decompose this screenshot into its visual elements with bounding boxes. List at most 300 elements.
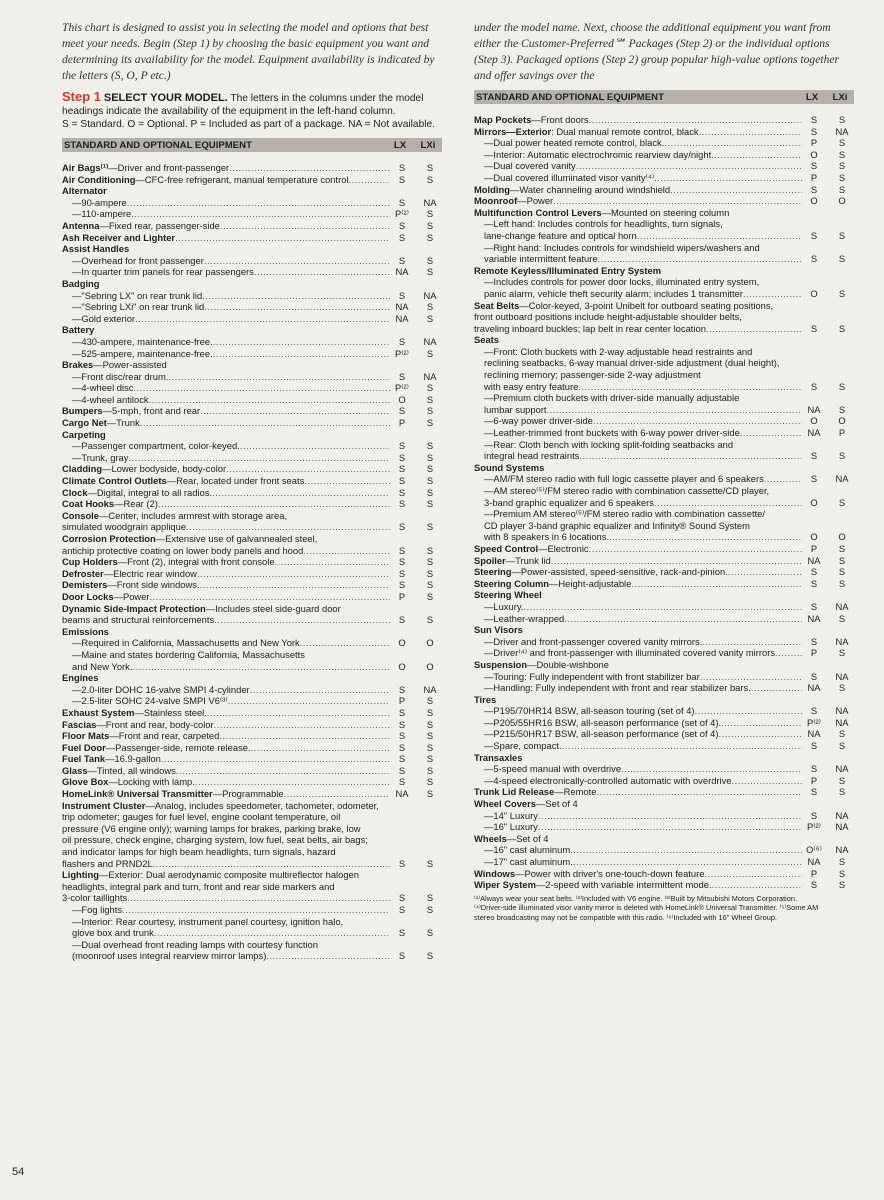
lxi-availability: S — [838, 774, 846, 786]
lxi-availability: S — [838, 229, 846, 241]
equipment-label — [62, 533, 390, 545]
lxi-availability: S — [426, 440, 434, 452]
equipment-row — [474, 462, 854, 474]
equipment-row — [474, 450, 854, 462]
equipment-name: Alternator — [62, 185, 107, 197]
equipment-description: —AM stereo⁽⁵⁾/FM stereo radio with combination cassette/CD player, — [484, 485, 770, 496]
equipment-label — [474, 578, 802, 590]
equipment-label — [484, 844, 802, 856]
equipment-description: —Electric rear window — [103, 567, 197, 579]
lx-availability: S — [398, 335, 406, 347]
equipment-label — [62, 324, 390, 336]
equipment-label — [62, 591, 390, 603]
lx-availability: S — [398, 579, 406, 591]
equipment-name: Engines — [62, 672, 99, 684]
lxi-availability: S — [838, 322, 846, 334]
equipment-label — [484, 439, 802, 451]
equipment-label — [62, 776, 390, 788]
lxi-availability: S — [426, 556, 434, 568]
equipment-label — [484, 473, 802, 485]
equipment-description: —Dual covered illuminated visor vanity⁽⁴⁾ — [484, 171, 655, 183]
equipment-label — [474, 323, 802, 335]
equipment-row — [474, 126, 854, 138]
equipment-description: —Tinted, all windows — [87, 764, 176, 776]
lx-availability: S — [810, 763, 818, 775]
equipment-label — [484, 671, 802, 683]
lx-availability: O — [810, 496, 818, 508]
lx-availability: NA — [395, 788, 409, 800]
equipment-label — [62, 858, 390, 870]
equipment-label — [72, 290, 390, 302]
equipment-description: —Power — [517, 195, 554, 207]
lxi-availability: O — [838, 415, 846, 427]
equipment-row — [62, 452, 442, 464]
equipment-row — [474, 149, 854, 161]
lx-availability: P — [810, 542, 818, 554]
lxi-availability: S — [426, 393, 434, 405]
equipment-row — [62, 950, 442, 962]
lxi-availability: S — [426, 904, 434, 915]
lxi-availability: O — [838, 531, 846, 543]
equipment-row — [62, 429, 442, 441]
lxi-availability: O — [838, 195, 846, 207]
equipment-row — [474, 879, 854, 891]
lx-availability: NA — [395, 312, 409, 324]
equipment-label — [62, 174, 390, 186]
equipment-row — [62, 719, 442, 731]
lx-availability: S — [398, 857, 406, 869]
lxi-availability: S — [426, 892, 434, 904]
equipment-label — [484, 647, 802, 659]
equipment-description: —Lower bodyside, body-color — [102, 463, 227, 475]
header-equipment-label: STANDARD AND OPTIONAL EQUIPMENT — [476, 91, 664, 103]
lx-availability: NA — [807, 427, 821, 439]
equipment-description: —Fixed rear, passenger-side — [99, 219, 220, 231]
equipment-name: Steering Column — [474, 577, 550, 589]
equipment-description: —16" cast aluminum — [484, 844, 571, 856]
equipment-row — [62, 394, 442, 406]
lxi-availability: S — [426, 208, 434, 220]
lxi-availability: S — [838, 148, 846, 160]
equipment-name: Carpeting — [62, 428, 106, 440]
equipment-row — [62, 440, 442, 452]
equipment-row — [62, 208, 442, 220]
equipment-description: —Power-assisted, speed-sensitive, rack-and-pinion. — [511, 566, 728, 578]
equipment-description: —5-mph, front and rear — [102, 405, 201, 417]
equipment-label — [62, 498, 390, 510]
lx-availability: S — [810, 879, 818, 891]
lx-availability: S — [398, 753, 406, 765]
lxi-availability: S — [426, 730, 434, 742]
equipment-label — [62, 568, 390, 580]
equipment-row — [62, 753, 442, 765]
equipment-description: oil pressure, check engine, charging system, low fuel, seat belts, air bags; — [62, 834, 368, 846]
lxi-availability: S — [426, 764, 434, 776]
lxi-availability: S — [426, 173, 434, 185]
equipment-row — [474, 682, 854, 694]
equipment-row — [62, 232, 442, 244]
equipment-description: with easy entry feature — [484, 380, 579, 392]
lxi-availability: NA — [423, 370, 437, 382]
equipment-row — [62, 834, 442, 846]
equipment-label — [474, 184, 802, 196]
lxi-availability: NA — [835, 705, 849, 717]
equipment-row — [62, 556, 442, 568]
equipment-row — [62, 545, 442, 557]
lxi-availability: S — [838, 171, 846, 183]
lxi-availability: S — [426, 347, 434, 359]
equipment-label — [484, 149, 802, 161]
lx-availability: S — [398, 162, 406, 173]
equipment-label — [72, 371, 390, 383]
equipment-row — [474, 172, 854, 184]
equipment-name: Cladding — [62, 463, 103, 475]
lxi-availability: NA — [423, 335, 437, 347]
lx-availability: S — [398, 683, 406, 695]
equipment-label — [474, 786, 802, 798]
equipment-description: —Stainless steel. — [134, 706, 207, 718]
equipment-row — [474, 427, 854, 439]
equipment-row — [62, 765, 442, 777]
lxi-availability: S — [838, 114, 846, 125]
equipment-description: —Dual overhead front reading lamps with courtesy function — [72, 938, 318, 950]
equipment-row — [62, 475, 442, 487]
equipment-name: Fuel Tank — [62, 753, 106, 765]
equipment-description: —Extensive use of galvannealed steel, — [155, 533, 318, 544]
equipment-label — [62, 614, 390, 626]
equipment-description: —Color-keyed, 3-point Unibelt for outboard seating positions, — [519, 299, 774, 311]
equipment-label — [62, 603, 390, 615]
equipment-label — [484, 705, 802, 717]
equipment-row — [474, 230, 854, 242]
equipment-row — [474, 763, 854, 775]
lxi-availability: NA — [423, 289, 437, 301]
lxi-availability: O — [426, 660, 434, 672]
lxi-availability: NA — [835, 821, 849, 833]
equipment-label — [484, 497, 802, 509]
intro-text-right: under the model name. Next, choose the additional equipment you want from either the Customer-Preferred℠ Packages (Step 2) or the individual options (Step 3). Packaged options (Step 2) group popular high-value options together and offer savings over the — [474, 21, 840, 82]
equipment-label — [72, 916, 390, 928]
equipment-row — [474, 311, 854, 323]
equipment-description: —14" Luxury — [484, 809, 538, 821]
lxi-availability: S — [426, 382, 434, 394]
equipment-label — [484, 728, 802, 740]
equipment-row — [474, 520, 854, 532]
equipment-description: —2.5-liter SOHC 24-valve SMPI V6⁽³⁾ — [72, 695, 228, 707]
equipment-row — [474, 856, 854, 868]
equipment-row — [474, 114, 854, 126]
equipment-description: —110-ampere — [72, 208, 132, 220]
equipment-label — [484, 613, 802, 625]
equipment-table-header — [62, 138, 442, 152]
lx-availability: P — [398, 695, 406, 707]
lxi-availability: S — [838, 879, 846, 891]
equipment-label — [484, 775, 802, 787]
equipment-label — [484, 636, 802, 648]
equipment-row — [474, 497, 854, 509]
equipment-description: —Leather-trimmed front buckets with 6-way power driver-side — [484, 427, 740, 439]
equipment-label — [62, 742, 390, 754]
equipment-row — [474, 323, 854, 335]
equipment-name: Steering Wheel — [474, 589, 542, 601]
availability-legend: S = Standard. O = Optional. P = Included as part of a package. NA = Not available. — [62, 119, 436, 130]
lxi-availability: NA — [835, 670, 849, 682]
equipment-description: —P215/50HR17 BSW, all-season performance (set of 4) — [484, 728, 719, 740]
footnote-line: ⁽⁴⁾Driver-side illuminated visor vanity mirror is deleted with HomeLink® Universal Transmitter. ⁽⁵⁾Some AM — [474, 903, 819, 913]
equipment-description: —Driver and front-passenger — [108, 162, 230, 173]
lxi-availability: S — [426, 950, 434, 962]
equipment-row — [474, 671, 854, 683]
lx-availability: P — [810, 647, 818, 659]
equipment-label — [62, 707, 390, 719]
equipment-label — [72, 336, 390, 348]
equipment-label — [72, 197, 390, 209]
step-1-block — [62, 90, 442, 131]
equipment-label — [62, 487, 390, 499]
lx-availability: O — [810, 287, 818, 299]
equipment-label — [62, 846, 390, 858]
equipment-row — [62, 916, 442, 928]
equipment-description: —Touring: Fully independent with front stabilizer bar — [484, 670, 700, 682]
equipment-row — [62, 637, 442, 649]
equipment-row — [474, 473, 854, 485]
equipment-row — [474, 752, 854, 764]
equipment-row — [474, 578, 854, 590]
equipment-label — [62, 278, 390, 290]
lxi-availability: S — [426, 475, 434, 487]
equipment-description: —6-way power driver-side — [484, 415, 593, 427]
lx-availability: S — [398, 567, 406, 579]
equipment-name: Tires — [474, 693, 497, 705]
equipment-description: —"Sebring LX" on rear trunk lid — [72, 289, 203, 301]
lxi-availability: S — [838, 450, 846, 462]
equipment-description: —Power-assisted — [93, 359, 167, 371]
equipment-description: —Rear: Cloth bench with locking split-folding seatbacks and — [484, 438, 734, 450]
equipment-row — [62, 162, 442, 174]
lxi-availability: S — [838, 160, 846, 172]
lxi-availability: NA — [835, 716, 849, 728]
equipment-label — [72, 394, 390, 406]
equipment-name: Antenna — [62, 219, 100, 231]
equipment-description: —Gold exterior — [72, 312, 136, 324]
equipment-row — [474, 242, 854, 254]
equipment-label — [62, 463, 390, 475]
equipment-row — [62, 371, 442, 383]
equipment-description: with 8 speakers in 6 locations. — [484, 531, 610, 543]
lx-availability: O — [810, 415, 818, 427]
lxi-availability: NA — [423, 196, 437, 208]
equipment-description: —4-wheel disc — [72, 382, 134, 394]
equipment-label — [474, 265, 802, 277]
equipment-label — [72, 452, 390, 464]
equipment-row — [62, 904, 442, 916]
equipment-row — [474, 717, 854, 729]
lx-availability: NA — [807, 612, 821, 624]
header-equipment-label: STANDARD AND OPTIONAL EQUIPMENT — [64, 139, 252, 151]
equipment-description: (moonroof uses integral rearview mirror lamps) — [72, 950, 267, 962]
equipment-name: Air Bags⁽¹⁾ — [62, 162, 109, 173]
equipment-description: trip odometer; gauges for fuel level, engine coolant temperature, oil — [62, 811, 341, 823]
equipment-label — [62, 185, 390, 197]
equipment-label — [72, 927, 390, 939]
equipment-description: —Fog lights — [72, 904, 123, 915]
equipment-name: Defroster — [62, 567, 104, 579]
equipment-row — [474, 253, 854, 265]
lx-availability: S — [398, 521, 406, 533]
equipment-label — [484, 253, 802, 265]
equipment-label — [72, 684, 390, 696]
equipment-description: —Front disc/rear drum. — [72, 370, 169, 382]
equipment-name: Map Pockets — [474, 114, 532, 125]
equipment-label — [474, 334, 802, 346]
equipment-label — [474, 798, 802, 810]
equipment-name: Cup Holders — [62, 556, 118, 568]
lxi-availability: S — [426, 927, 434, 939]
lx-availability: S — [398, 475, 406, 487]
equipment-label — [62, 429, 390, 441]
equipment-label — [62, 556, 390, 568]
equipment-description: reclining memory; passenger-side 2-way adjustment — [484, 369, 701, 381]
equipment-label — [484, 531, 802, 543]
lx-availability: O⁽⁶⁾ — [806, 844, 822, 856]
footnotes — [474, 894, 854, 922]
equipment-label — [62, 753, 390, 765]
equipment-label — [484, 508, 802, 520]
equipment-row — [62, 266, 442, 278]
equipment-label — [484, 242, 802, 254]
equipment-label — [62, 475, 390, 487]
equipment-description: flashers and PRND2L — [62, 857, 153, 869]
equipment-row — [62, 684, 442, 696]
equipment-row — [62, 197, 442, 209]
equipment-description: —Power — [113, 590, 150, 602]
equipment-description: —16.9-gallon — [105, 753, 161, 765]
equipment-label — [62, 220, 390, 232]
lxi-availability: S — [838, 740, 846, 752]
lx-availability: S — [398, 451, 406, 463]
equipment-name: Demisters — [62, 579, 108, 591]
equipment-description: —4-speed electronically-controlled automatic with overdrive — [484, 774, 732, 786]
lxi-availability: S — [426, 162, 434, 173]
equipment-row — [474, 798, 854, 810]
equipment-row — [62, 614, 442, 626]
equipment-description: —Dual covered vanity — [484, 160, 576, 172]
equipment-row — [474, 160, 854, 172]
equipment-description: —Electronic — [538, 542, 589, 554]
equipment-name: Instrument Cluster — [62, 799, 146, 811]
equipment-description: —2.0-liter DOHC 16-valve SMPI 4-cylinder — [72, 683, 250, 695]
equipment-description: —Front (2), integral with front console — [117, 556, 275, 568]
equipment-row — [62, 579, 442, 591]
equipment-row — [474, 415, 854, 427]
lx-availability: S — [398, 730, 406, 742]
lx-availability: P — [810, 774, 818, 786]
equipment-description: —Trunk lid — [505, 554, 551, 566]
lxi-availability: NA — [835, 763, 849, 775]
equipment-label — [474, 659, 802, 671]
equipment-label — [474, 566, 802, 578]
equipment-name: Sun Visors — [474, 624, 523, 636]
equipment-name: Climate Control Outlets — [62, 475, 167, 487]
lx-availability: S — [398, 741, 406, 753]
equipment-label — [484, 856, 802, 868]
equipment-row — [474, 659, 854, 671]
equipment-name: Fuel Door — [62, 741, 106, 753]
equipment-description: —Remote — [554, 786, 597, 798]
lx-availability: S — [810, 229, 818, 241]
lxi-availability: S — [426, 521, 434, 533]
equipment-label — [72, 939, 390, 951]
equipment-description: lumbar support — [484, 403, 547, 415]
equipment-label — [62, 417, 390, 429]
equipment-description: —Water channeling around windshield — [509, 183, 671, 195]
equipment-row — [474, 844, 854, 856]
equipment-name: Battery — [62, 324, 95, 336]
equipment-name: Floor Mats — [62, 730, 110, 742]
lx-availability: NA — [395, 266, 409, 278]
equipment-label — [62, 405, 390, 417]
equipment-description: —525-ampere, maintenance-free. — [72, 347, 213, 359]
lx-availability: P — [398, 417, 406, 429]
lxi-availability: S — [426, 312, 434, 324]
equipment-description: panic alarm, vehicle theft security alarm; includes 1 transmitter — [484, 287, 743, 299]
lxi-availability: S — [426, 544, 434, 556]
equipment-row — [62, 800, 442, 812]
equipment-name: Ash Receiver and Lighter — [62, 231, 176, 243]
equipment-label — [484, 740, 802, 752]
equipment-row — [62, 348, 442, 360]
equipment-row — [62, 324, 442, 336]
equipment-description: front outboard positions include height-adjustable shoulder belts, — [474, 311, 742, 323]
lx-availability: P⁽²⁾ — [395, 208, 409, 220]
lxi-availability: S — [838, 577, 846, 589]
equipment-row — [62, 243, 442, 255]
equipment-row — [62, 603, 442, 615]
equipment-row — [62, 521, 442, 533]
equipment-name: Mirrors—Exterior — [474, 125, 552, 137]
lx-availability: NA — [807, 682, 821, 694]
equipment-row — [62, 301, 442, 313]
equipment-description: —Driver and front-passenger covered vanity mirrors. — [484, 635, 703, 647]
equipment-table-header — [474, 90, 854, 104]
equipment-label — [484, 682, 802, 694]
equipment-label — [474, 868, 802, 880]
equipment-label — [62, 800, 390, 812]
equipment-row — [62, 892, 442, 904]
equipment-name: Molding — [474, 183, 510, 195]
lx-availability: O — [398, 393, 406, 405]
lxi-availability: S — [426, 486, 434, 498]
lx-availability: P⁽²⁾ — [807, 821, 821, 833]
lxi-availability: S — [838, 728, 846, 740]
lxi-availability: S — [426, 706, 434, 718]
lx-availability: S — [398, 904, 406, 915]
equipment-row — [474, 775, 854, 787]
equipment-name: Lighting — [62, 869, 99, 881]
equipment-description: —Analog, includes speedometer, tachometer, odometer, — [145, 799, 379, 811]
lxi-availability: S — [838, 554, 846, 566]
lx-availability: S — [398, 289, 406, 301]
lx-availability: S — [810, 160, 818, 172]
equipment-name: Seat Belts — [474, 299, 520, 311]
lxi-availability: NA — [423, 683, 437, 695]
equipment-name: Steering — [474, 566, 512, 578]
lxi-availability: NA — [835, 844, 849, 856]
lx-availability: P — [398, 590, 406, 602]
equipment-row — [474, 613, 854, 625]
equipment-row — [474, 218, 854, 230]
lx-availability: P⁽²⁾ — [807, 716, 821, 728]
